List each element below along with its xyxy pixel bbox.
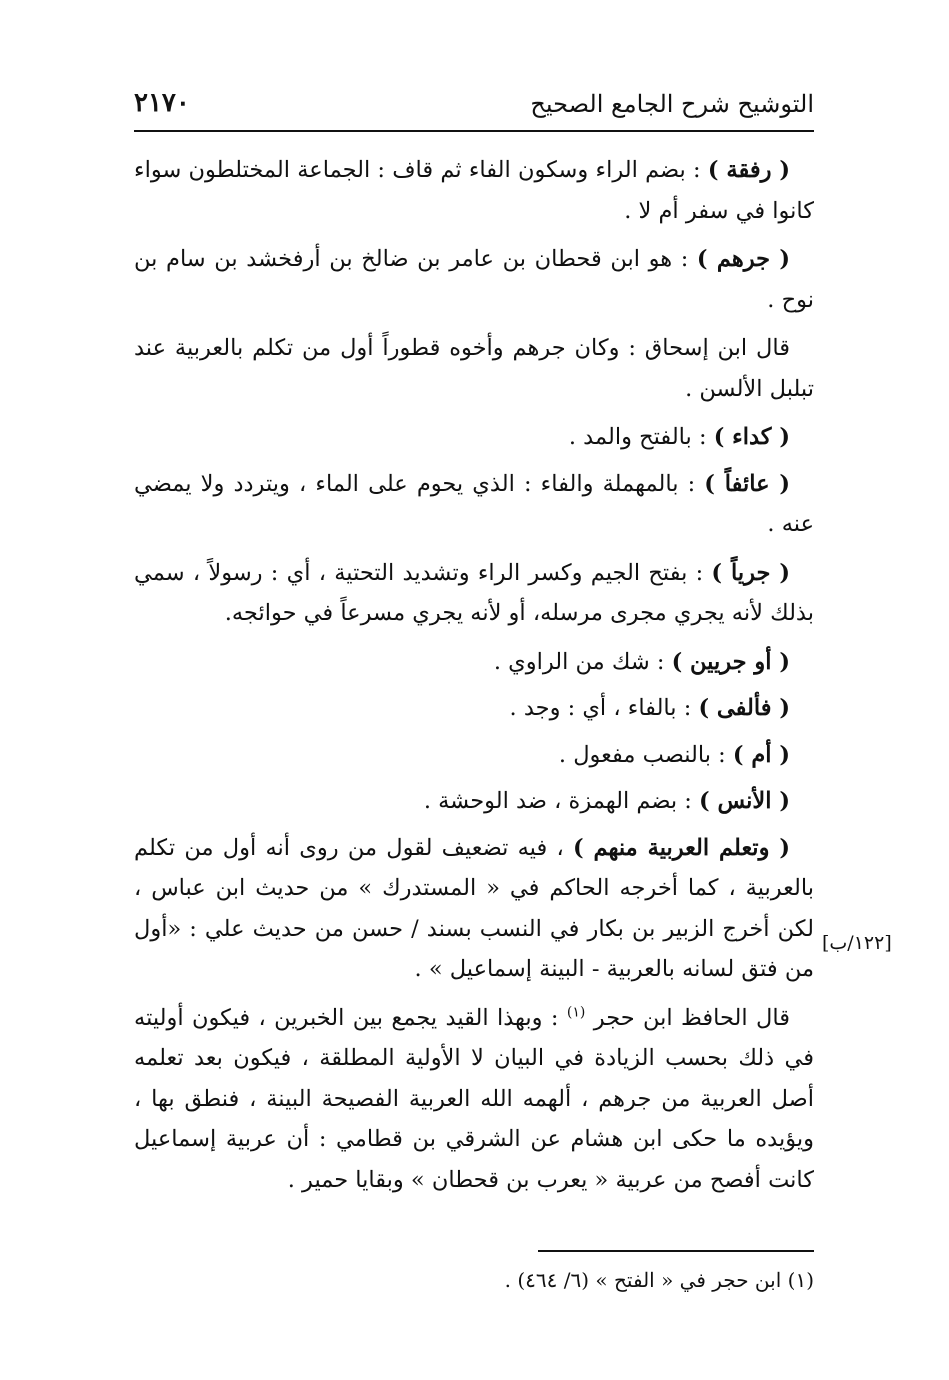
entry-term: ( كداء ) — [713, 424, 790, 450]
paragraph-lead: قال الحافظ ابن حجر — [593, 1004, 790, 1031]
margin-folio-reference: [١٢٢/ب] — [822, 932, 892, 954]
header-rule — [134, 130, 814, 132]
entry-term: ( جرهم ) — [696, 246, 790, 272]
paragraph-ibn-hajar — [134, 998, 814, 1201]
entry-term: ( فألفى ) — [698, 695, 790, 721]
entry-text: : بفتح الجيم وكسر الراء وتشديد التحتية ، أي : رسولاً ، سمي بذلك لأنه يجري مجرى مرسله، أو لأنه يجري مسرعاً في حوائجه. — [134, 559, 814, 626]
entry-taallum-al-arabiyya — [134, 828, 814, 990]
entry-term: ( وتعلم العربية منهم ) — [572, 834, 790, 861]
entry-fa-alfa — [134, 688, 814, 729]
entry-text: : هو ابن قحطان بن عامر بن ضالخ بن أرفخشد بن سام بن نوح . — [134, 246, 814, 313]
entry-text: : بالمهملة والفاء : الذي يحوم على الماء ، ويتردد ولا يمضي عنه . — [134, 470, 814, 537]
entry-jariyyan — [134, 553, 814, 634]
entry-umm — [134, 735, 814, 776]
entry-al-uns — [134, 781, 814, 822]
footnote: (١) ابن حجر في « الفتح » (٦/ ٤٦٤) . — [504, 1268, 814, 1292]
body-text — [134, 150, 814, 1208]
entry-text: : بضم الراء وسكون الفاء ثم قاف : الجماعة المختلطون سواء كانوا في سفر أم لا . — [134, 157, 814, 224]
entry-term: ( الأنس ) — [699, 788, 790, 814]
page-number: ٢١٧٠ — [134, 88, 190, 118]
entry-term: ( عائفاً ) — [704, 470, 790, 497]
paragraph-ibn-ishaq — [134, 328, 814, 409]
footnote-marker: (١) — [566, 1004, 586, 1020]
entry-text: : بضم الهمزة ، ضد الوحشة . — [423, 788, 699, 814]
entry-aifan — [134, 464, 814, 545]
entry-term: ( جرياً ) — [711, 559, 790, 586]
entry-rifqa — [134, 150, 814, 231]
paragraph-text: : وبهذا القيد يجمع بين الخبرين ، فيكون أوليته في ذلك بحسب الزيادة في البيان لا الأولية المطلقة ، فيكون بعد تعلمه أصل العربية من جرهم ، ألهمه الله العربية الفصيحة البينة ، فنطق بها ، ويؤيده ما حكى ابن هشام عن الشرقي بن قطامي : أن عربية إسماعيل كانت أفصح من عربية « يعرب بن قحطان » وبقايا حمير . — [134, 1004, 814, 1193]
footnote-rule — [538, 1250, 814, 1252]
entry-text: : بالنصب مفعول . — [558, 741, 733, 768]
entry-aw-jariyyayn — [134, 642, 814, 683]
entry-jurhum — [134, 239, 814, 320]
entry-term: ( أم ) — [732, 741, 790, 768]
entry-text: قال ابن إسحاق : وكان جرهم وأخوه قطوراً أول من تكلم بالعربية عند تبلبل الألسن . — [134, 335, 814, 402]
entry-text: : شك من الراوي . — [493, 648, 672, 675]
entry-term: ( أو جريين ) — [671, 648, 790, 675]
entry-term: ( رفقة ) — [707, 157, 791, 183]
entry-kada — [134, 417, 814, 458]
entry-text: : بالفتح والمد . — [568, 424, 714, 450]
entry-text: ، فيه تضعيف لقول من روى أنه أول من تكلم بالعربية ، كما أخرجه الحاكم في « المستدرك » من حديث ابن عباس ، لكن أخرج الزبير بن بكار في النسب بسند / حسن من حديث علي : «أول من فتق لسانه بالعربية - البينة إسماعيل » . — [134, 834, 814, 982]
page-header — [134, 86, 814, 126]
entry-text: : بالفاء ، أي : وجد . — [509, 695, 699, 721]
running-title: التوشيح شرح الجامع الصحيح — [530, 90, 814, 118]
